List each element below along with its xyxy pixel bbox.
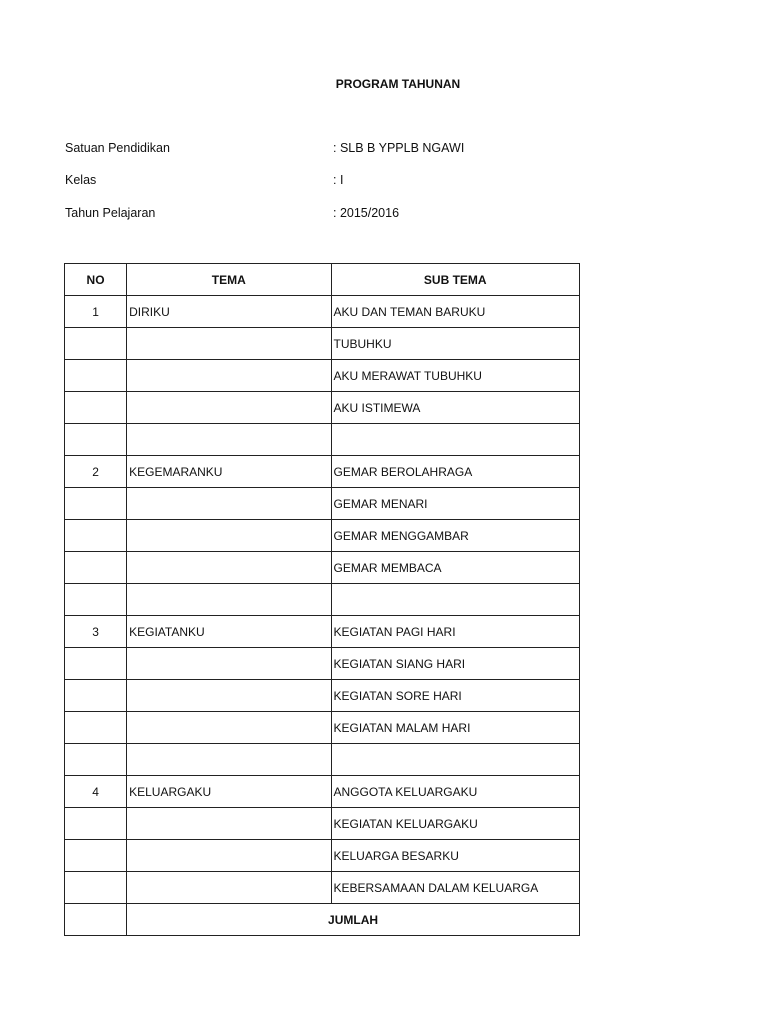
cell-no (65, 584, 127, 616)
cell-sub-tema: GEMAR MENGGAMBAR (331, 520, 580, 552)
cell-no (65, 680, 127, 712)
table-row (65, 392, 580, 424)
cell-sub-tema (331, 424, 580, 456)
header-tema: TEMA (127, 264, 331, 296)
cell-no (65, 360, 127, 392)
total-label: JUMLAH (127, 904, 580, 936)
cell-no: 1 (65, 296, 127, 328)
cell-tema (127, 584, 331, 616)
cell-tema (127, 328, 331, 360)
cell-no (65, 648, 127, 680)
cell-sub-tema: KEGIATAN SIANG HARI (331, 648, 580, 680)
cell-no (65, 552, 127, 584)
info-label: Tahun Pelajaran (65, 206, 156, 220)
cell-sub-tema: TUBUHKU (331, 328, 580, 360)
info-value: : 2015/2016 (333, 206, 400, 220)
cell-tema: KELUARGAKU (127, 776, 331, 808)
cell-sub-tema: KEGIATAN PAGI HARI (331, 616, 580, 648)
cell-tema (127, 552, 331, 584)
cell-sub-tema: GEMAR BEROLAHRAGA (331, 456, 580, 488)
table-row (65, 776, 580, 808)
table-row (65, 616, 580, 648)
cell-sub-tema: AKU ISTIMEWA (331, 392, 580, 424)
cell-no (65, 328, 127, 360)
cell-tema (127, 424, 331, 456)
info-value: : SLB B YPPLB NGAWI (333, 141, 465, 155)
table-row (65, 488, 580, 520)
cell-tema: KEGEMARANKU (127, 456, 331, 488)
total-row (65, 904, 580, 936)
cell-tema (127, 712, 331, 744)
program-table (64, 263, 580, 936)
cell-sub-tema (331, 584, 580, 616)
cell-no (65, 520, 127, 552)
cell-no: 2 (65, 456, 127, 488)
cell-no: 4 (65, 776, 127, 808)
table-row (65, 424, 580, 456)
info-value: : I (333, 173, 344, 187)
table-row (65, 360, 580, 392)
cell-sub-tema: KEGIATAN SORE HARI (331, 680, 580, 712)
cell-sub-tema: AKU MERAWAT TUBUHKU (331, 360, 580, 392)
table-row (65, 712, 580, 744)
cell-tema (127, 392, 331, 424)
cell-tema (127, 680, 331, 712)
info-label: Kelas (65, 173, 97, 187)
cell-sub-tema: KEBERSAMAAN DALAM KELUARGA (331, 872, 580, 904)
cell-tema: KEGIATANKU (127, 616, 331, 648)
cell-tema (127, 488, 331, 520)
cell-sub-tema: KEGIATAN KELUARGAKU (331, 808, 580, 840)
total-no-cell (65, 904, 127, 936)
table-row (65, 840, 580, 872)
cell-tema (127, 360, 331, 392)
cell-tema (127, 840, 331, 872)
table-row (65, 584, 580, 616)
table-row (65, 744, 580, 776)
cell-sub-tema: GEMAR MENARI (331, 488, 580, 520)
cell-no (65, 872, 127, 904)
cell-no (65, 424, 127, 456)
cell-no (65, 840, 127, 872)
info-label: Satuan Pendidikan (65, 141, 170, 155)
cell-sub-tema: GEMAR MEMBACA (331, 552, 580, 584)
table-row (65, 328, 580, 360)
table-row (65, 552, 580, 584)
header-sub-tema: SUB TEMA (331, 264, 580, 296)
cell-tema (127, 648, 331, 680)
cell-sub-tema: ANGGOTA KELUARGAKU (331, 776, 580, 808)
cell-no (65, 488, 127, 520)
cell-no (65, 808, 127, 840)
table-row (65, 648, 580, 680)
cell-no: 3 (65, 616, 127, 648)
cell-no (65, 744, 127, 776)
cell-tema (127, 520, 331, 552)
table-header-row (65, 264, 580, 296)
cell-sub-tema (331, 744, 580, 776)
cell-no (65, 392, 127, 424)
cell-sub-tema: KELUARGA BESARKU (331, 840, 580, 872)
cell-no (65, 712, 127, 744)
cell-tema: DIRIKU (127, 296, 331, 328)
table-row (65, 872, 580, 904)
table-row (65, 808, 580, 840)
cell-tema (127, 872, 331, 904)
table-row (65, 456, 580, 488)
cell-tema (127, 808, 331, 840)
table-row (65, 680, 580, 712)
cell-sub-tema: KEGIATAN MALAM HARI (331, 712, 580, 744)
table-row (65, 296, 580, 328)
table-row (65, 520, 580, 552)
header-no: NO (65, 264, 127, 296)
cell-tema (127, 744, 331, 776)
cell-sub-tema: AKU DAN TEMAN BARUKU (331, 296, 580, 328)
document-title: PROGRAM TAHUNAN (335, 77, 461, 91)
